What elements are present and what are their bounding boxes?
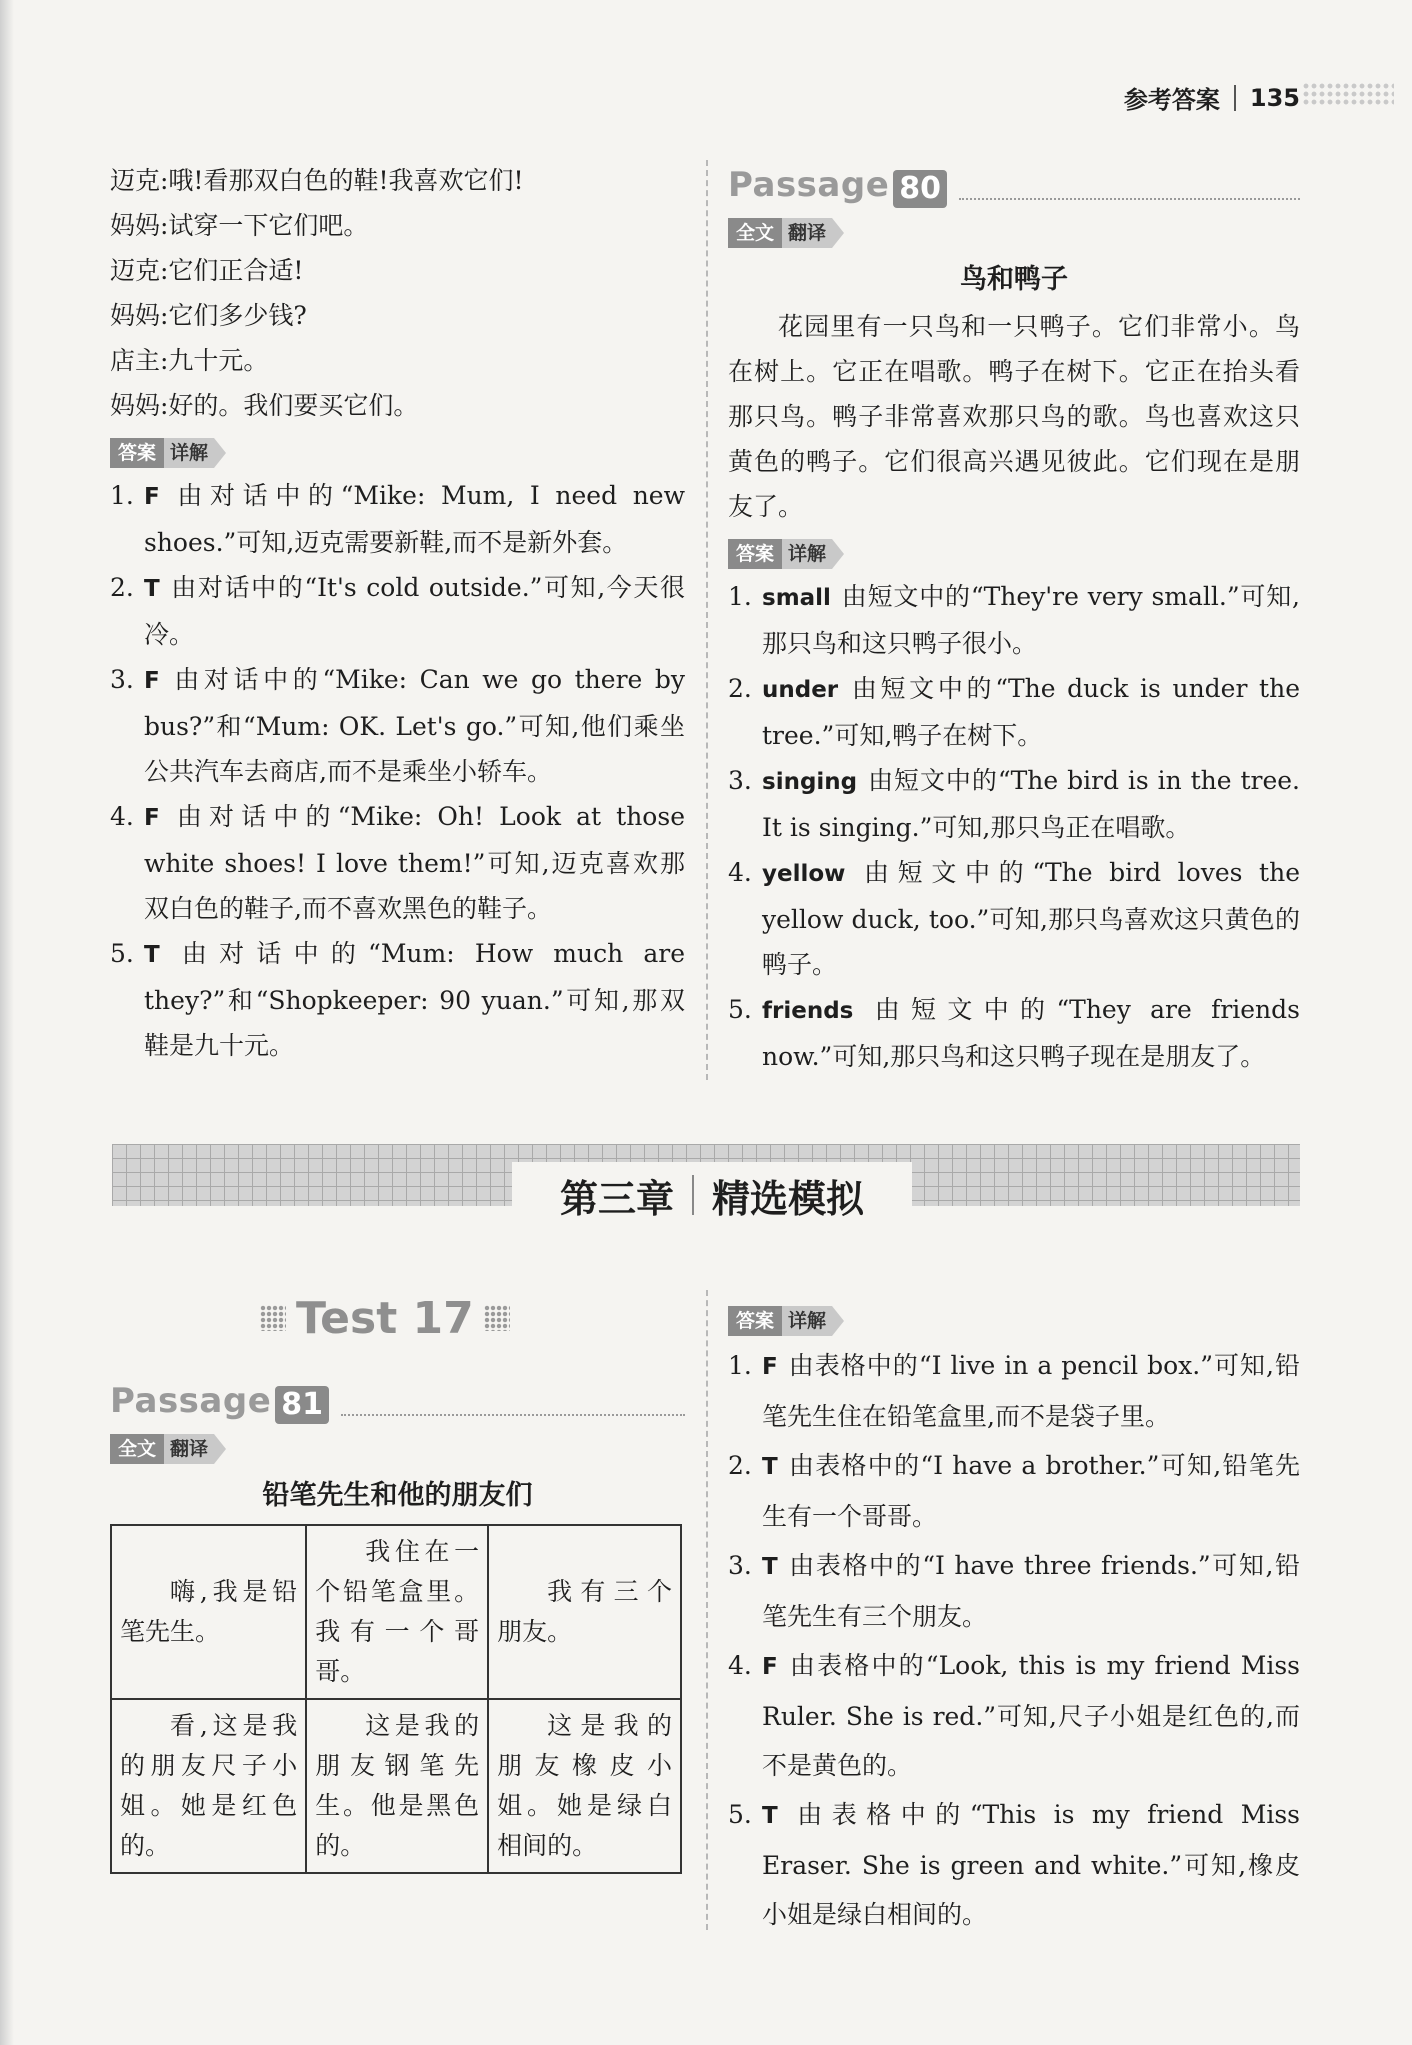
header-dot-pattern [1302,82,1394,106]
passage-label: Passage [110,1381,272,1421]
answer-key: friends [762,998,854,1024]
answer-key: F [762,1654,778,1680]
answer-item [110,931,685,1068]
answer-item [728,1641,1300,1790]
tag-part-explain: 详解 [164,438,214,468]
answer-explanation-tag [110,438,226,468]
answer-list [728,574,1300,1079]
table-cell [111,1699,306,1873]
table-cell [306,1525,488,1699]
answer-text: 由短文中的“They are friends now.”可知,那只鸟和这只鸭子现在是朋友了。 [762,995,1300,1071]
test-heading [260,1288,685,1348]
answer-number: 5. [728,1800,752,1829]
dialogue-line: 店主:九十元。 [110,346,269,375]
answer-text: 由表格中的“This is my friend Miss Eraser. She is green and white.”可知,橡皮小姐是绿白相间的。 [762,1800,1300,1929]
answer-item [728,666,1300,758]
tag-chevron [832,218,844,248]
cell-text: 这是我的朋友钢笔先生。他是黑色的。 [315,1711,480,1860]
answer-text: 由对话中的“Mike: Mum, I need new shoes.”可知,迈克需要新鞋,而不是新外套。 [144,481,685,557]
answer-key: T [144,576,160,602]
tag-part-explain: 详解 [782,539,832,569]
answer-text: 由表格中的“I have a brother.”可知,铅笔先生有一个哥哥。 [762,1451,1300,1531]
answer-key: singing [762,769,858,795]
answer-item [110,473,685,565]
tag-chevron [832,1306,844,1336]
chapter-name: 精选模拟 [712,1176,865,1221]
answer-number: 3. [728,1551,752,1580]
tag-part-translate: 翻译 [782,218,832,248]
answer-number: 5. [728,995,752,1024]
header-separator [1234,85,1236,111]
answer-text: 由表格中的“Look, this is my friend Miss Ruler. She is red.”可知,尺子小姐是红色的,而不是黄色的。 [762,1651,1300,1780]
answer-item [728,1790,1300,1939]
dialogue-line: 妈妈:好的。我们要买它们。 [110,391,419,420]
answer-number: 3. [728,766,752,795]
page-edge-shadow [0,0,14,2045]
tag-chevron [214,1434,226,1464]
cell-text: 这是我的朋友橡皮小姐。她是绿白相间的。 [497,1711,672,1860]
answer-key: yellow [762,861,846,887]
answer-text: 由表格中的“I live in a pencil box.”可知,铅笔先生住在铅笔盒里,而不是袋子里。 [762,1351,1300,1431]
answer-number: 4. [728,1651,752,1680]
table-cell [306,1699,488,1873]
answer-number: 3. [110,665,134,694]
tag-part-answer: 答案 [728,539,782,569]
table-row [111,1699,681,1873]
answer-item [728,1441,1300,1541]
story-table [110,1524,682,1874]
left-bottom-column [110,1288,685,1874]
answer-number: 2. [728,1451,752,1480]
table-row [111,1525,681,1699]
passage-label: Passage [728,165,890,205]
tag-part-full: 全文 [110,1434,164,1464]
answer-text: 由对话中的“It's cold outside.”可知,今天很冷。 [144,573,685,649]
answer-text: 由短文中的“The bird is in the tree. It is singing.”可知,那只鸟正在唱歌。 [762,766,1300,842]
dot-block-left [260,1305,286,1331]
page-number: 135 [1249,83,1300,112]
answer-item [110,565,685,657]
answer-item [110,794,685,931]
answer-item [728,850,1300,987]
answer-text: 由短文中的“The duck is under the tree.”可知,鸭子在树下。 [762,674,1300,750]
story-paragraph: 花园里有一只鸟和一只鸭子。它们非常小。鸟在树上。它正在唱歌。鸭子在树下。它正在抬头看那只鸟。鸭子非常喜欢那只鸟的歌。鸟也喜欢这只黄色的鸭子。它们很高兴遇见彼此。它们现在是朋友了。 [728,312,1300,521]
answer-number: 4. [110,802,134,831]
table-cell [111,1525,306,1699]
answer-number: 1. [728,1351,752,1380]
answer-text: 由对话中的“Mike: Oh! Look at those white shoes! I love them!”可知,迈克喜欢那双白色的鞋子,而不喜欢黑色的鞋子。 [144,802,685,923]
cell-text: 我住在一个铅笔盒里。我有一个哥哥。 [315,1537,480,1686]
story-title: 铅笔先生和他的朋友们 [262,1480,533,1511]
chapter-number: 第三章 [559,1176,674,1221]
right-bottom-column [728,1288,1300,1939]
answer-number: 5. [110,939,134,968]
dialogue [110,158,685,428]
answer-key: F [144,484,160,510]
table-cell [488,1699,681,1873]
answer-number: 1. [728,582,752,611]
answer-key: F [144,668,160,694]
answer-text: 由短文中的“They're very small.”可知,那只鸟和这只鸭子很小。 [762,582,1300,658]
cell-text: 嗨,我是铅笔先生。 [120,1577,298,1646]
tag-part-answer: 答案 [728,1306,782,1336]
passage-heading [728,160,1300,208]
answer-item [728,758,1300,850]
answer-list [728,1341,1300,1939]
answer-item [728,1341,1300,1441]
passage-heading [110,1376,685,1424]
answer-list [110,473,685,1068]
dialogue-line: 迈克:它们正合适! [110,256,304,285]
answer-key: T [762,1803,778,1829]
story-title: 鸟和鸭子 [960,264,1068,295]
cell-text: 我有三个朋友。 [497,1577,672,1646]
passage-number-badge: 80 [893,170,947,208]
test-title: Test 17 [296,1292,474,1344]
page-header [1124,80,1300,115]
table-cell [488,1525,681,1699]
dialogue-line: 妈妈:试穿一下它们吧。 [110,211,369,240]
answer-number: 2. [110,573,134,602]
tag-chevron [832,539,844,569]
answer-text: 由对话中的“Mum: How much are they?”和“Shopkeeper: 90 yuan.”可知,那双鞋是九十元。 [144,939,685,1060]
right-top-column [728,160,1300,1079]
dot-block-right [484,1305,510,1331]
cell-text: 看,这是我的朋友尺子小姐。她是红色的。 [120,1711,298,1860]
passage-number-badge: 81 [275,1386,329,1424]
answer-text: 由对话中的“Mike: Can we go there by bus?”和“Mum: OK. Let's go.”可知,他们乘坐公共汽车去商店,而不是乘坐小轿车。 [144,665,685,786]
tag-chevron [214,438,226,468]
column-divider-top [706,160,708,1080]
column-divider-bottom [706,1290,708,1930]
tag-part-full: 全文 [728,218,782,248]
dialogue-line: 迈克:哦!看那双白色的鞋!我喜欢它们! [110,166,524,195]
answer-number: 1. [110,481,134,510]
tag-part-translate: 翻译 [164,1434,214,1464]
answer-item [728,574,1300,666]
answer-text: 由表格中的“I have three friends.”可知,铅笔先生有三个朋友。 [762,1551,1300,1631]
left-top-column [110,158,685,1068]
answer-key: T [144,942,160,968]
passage-dotted-rule [959,198,1300,200]
answer-key: F [144,805,160,831]
chapter-heading [512,1162,912,1228]
passage-dotted-rule [341,1414,685,1416]
tag-part-explain: 详解 [782,1306,832,1336]
answer-key: F [762,1354,778,1380]
answer-key: T [762,1554,778,1580]
answer-key: T [762,1454,778,1480]
answer-item [728,1541,1300,1641]
answer-number: 4. [728,858,752,887]
answer-item [110,657,685,794]
spacer [110,1348,685,1376]
answer-key: small [762,585,831,611]
answer-explanation-tag [728,1306,844,1336]
answer-item [728,987,1300,1079]
answer-explanation-tag [728,539,844,569]
answer-key: under [762,677,839,703]
full-translation-tag [110,1434,226,1464]
dialogue-line: 妈妈:它们多少钱? [110,301,307,330]
header-title: 参考答案 [1123,86,1220,114]
full-translation-tag [728,218,844,248]
tag-part-answer: 答案 [110,438,164,468]
answer-number: 2. [728,674,752,703]
answer-text: 由短文中的“The bird loves the yellow duck, too.”可知,那只鸟喜欢这只黄色的鸭子。 [762,858,1300,979]
chapter-separator [692,1175,694,1215]
